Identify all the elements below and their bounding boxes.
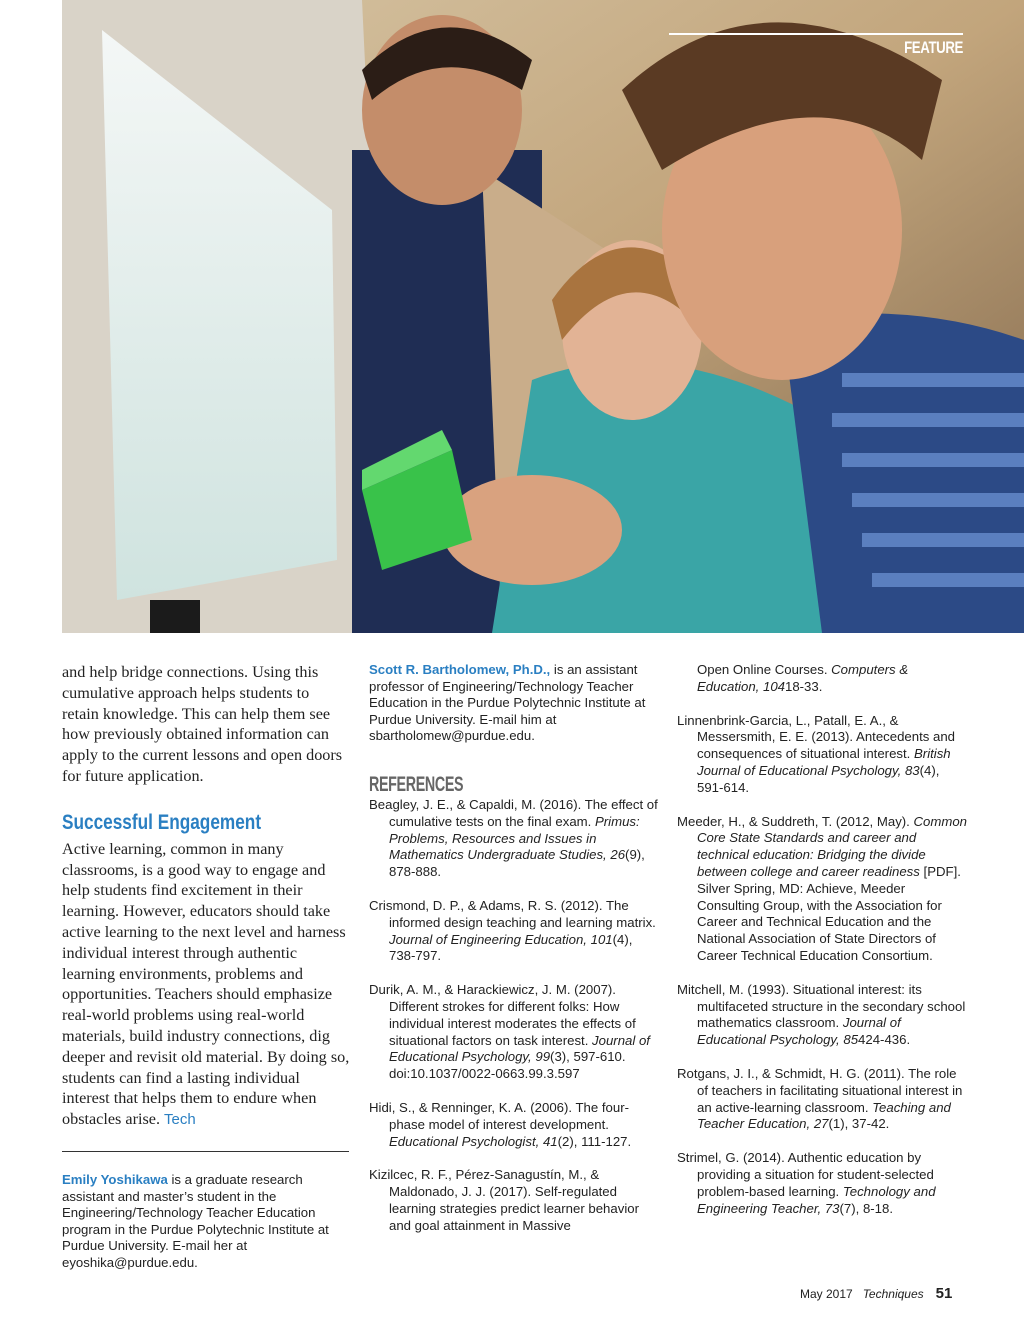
body-paragraph [62,839,350,1131]
reference-item: Linnenbrink-Garcia, L., Patall, E. A., & Messersmith, E. E. (2013). Antecedents and consequences of situational interest. British Journal of Educational Psychology, 83(4), 591-614. [677,712,956,795]
author-bio-2 [369,662,659,745]
author-bio-text-2: is an assistant professor of Engineering/Technology Teacher Education in the Purdue Polytechnic Institute at Purdue University. E-mail him at sbartholomew@purdue.edu. [369,662,646,744]
reference-item: Rotgans, J. I., & Schmidt, H. G. (2011). The role of teachers in facilitating situational interest in an active-learning classroom. Teaching and Teacher Education, 27(1), 37-42. [677,1065,963,1132]
classroom-3d-print-photo-icon [62,0,1024,633]
section-heading: Successful Engagement [62,810,262,834]
page-number: 51 [935,1285,953,1302]
reference-item: Hidi, S., & Renninger, K. A. (2006). The four-phase model of interest development. Educational Psychologist, 41(2), 111-127. [369,1099,632,1149]
author-name-2: Scott R. Bartholomew, Ph.D., [369,662,551,677]
reference-list-2 [677,662,967,1217]
reference-item: Durik, A. M., & Harackiewicz, J. M. (2007). Different strokes for different folks: How individual interest moderates the effects of situational factors on task interest. Journal of Educational Psychology, 99(3), 597-610. doi:10.1037/0022-0663.99.3.597 [369,982,650,1082]
references-heading: REFERENCES [369,772,464,796]
feature-rule [669,33,963,35]
reference-list-1 [369,797,659,1235]
author-bio-1 [62,1172,350,1272]
author-bio-text-1: is a graduate research assistant and master’s student in the Engineering/Technology Teacher Education program in the Purdue Polytechnic Institute at Purdue University. E-mail her at eyoshika@purdue.edu. [62,1171,329,1270]
reference-item: Crismond, D. P., & Adams, R. S. (2012). The informed design teaching and learning matrix. Journal of Engineering Education, 101(4), 738-797. [369,897,656,964]
body-text: Active learning, common in many classrooms, is a good way to engage and help students find excitement in their learning. However, educators should take active learning to the next level and harness individual interest through authentic learning environments, problems and opportunities. Teachers should emphasize real-world problems using real-world materials, build industry connections, dig deeper and revisit old material. By doing so, students can find a lasting individual interest that helps them to endure when obstacles arise. [62,839,350,1129]
reference-item: Meeder, H., & Suddreth, T. (2012, May). Common Core State Standards and career and technical education: Bridging the divide between college and career readiness [PDF]. Silver Spring, MD: Achieve, Meeder Consulting Group, with the Association for Career and Technical Education and the National Association of State Directors of Career Technical Education Consortium. [677,813,968,963]
article-column-1 [62,662,350,1272]
reference-continuation: Open Online Courses. Computers & Education, 10418-33. [697,662,909,694]
end-mark: Tech [164,1111,196,1129]
reference-item: Beagley, J. E., & Capaldi, M. (2016). The effect of cumulative tests on the final exam. Primus: Problems, Resources and Issues in Mathematics Undergraduate Studies, 26(9), 878-888. [369,796,658,880]
intro-paragraph: and help bridge connections. Using this cumulative approach helps students to retain knowledge. This can help them see how previously obtained information can apply to the current lessons and open doors for future application. [62,663,343,785]
reference-item: Kizilcec, R. F., Pérez-Sanagustín, M., & Maldonado, J. J. (2017). Self-regulated learning strategies predict learner behavior and goal attainment in Massive [369,1167,639,1233]
reference-item: Strimel, G. (2014). Authentic education by providing a situation for student-selected problem-based learning. Technology and Engineering Teacher, 73(7), 8-18. [677,1150,936,1216]
page-footer [800,1285,952,1302]
section-label: FEATURE [904,38,963,57]
divider [62,1151,349,1152]
article-column-2 [369,662,659,1235]
author-name-1: Emily Yoshikawa [62,1171,168,1187]
reference-item: Mitchell, M. (1993). Situational interest: its multifaceted structure in the secondary school mathematics classroom. Journal of Educational Psychology, 85424-436. [677,981,966,1048]
issue-date: May 2017 [800,1287,853,1301]
magazine-name: Techniques [862,1287,924,1301]
hero-photo [62,0,1024,633]
article-column-3 [677,662,967,1217]
